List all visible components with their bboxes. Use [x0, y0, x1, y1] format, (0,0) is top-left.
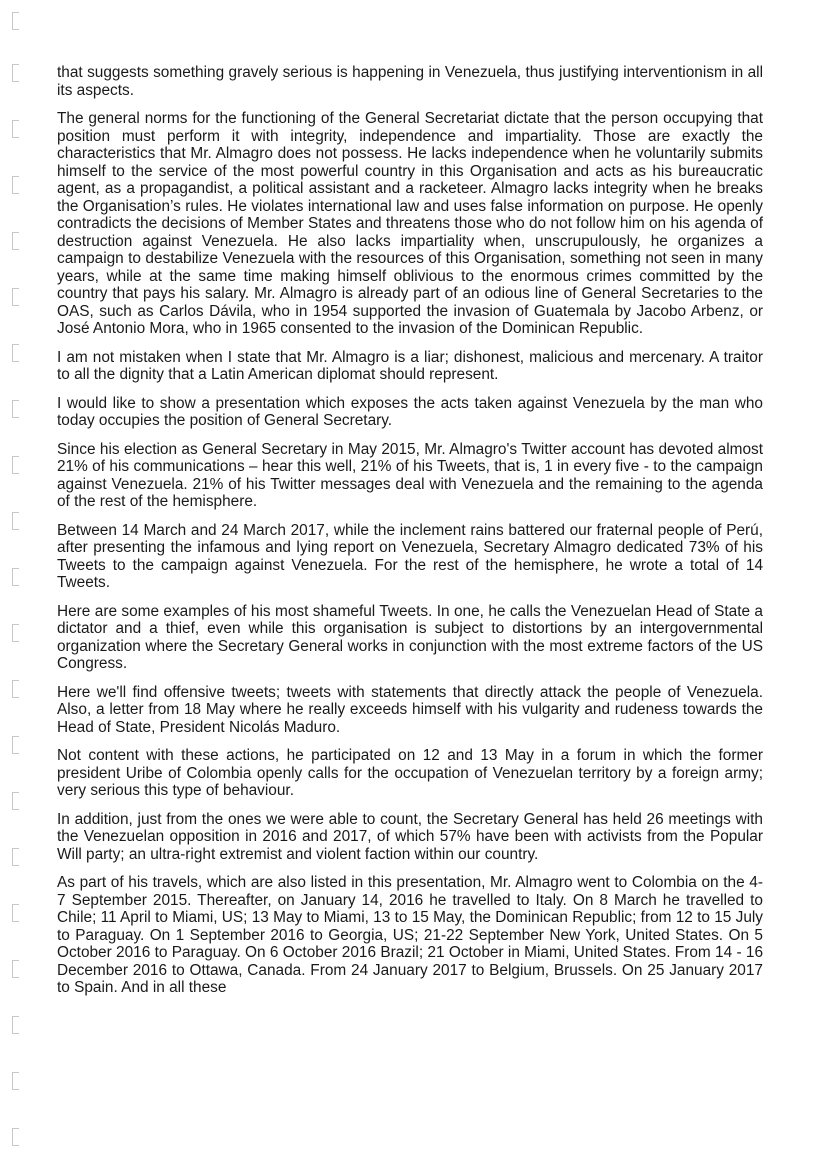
binder-mark — [12, 568, 19, 586]
paragraph: As part of his travels, which are also listed in this presentation, Mr. Almagro went to Colombia on the 4-7 September 2015. Thereafter, on January 14, 2016 he travelled to Italy. On 8 March he travelled to Chile; 11 April to Miami, US; 13 May to Miami, 13 to 15 May, the Dominican Republic; from 12 to 15 July to Paraguay. On 1 September 2016 to Georgia, US; 21-22 September New York, United States. On 5 October 2016 to Paraguay. On 6 October 2016 Brazil; 21 October in Miami, United States. From 14 - 16 December 2016 to Ottawa, Canada. From 24 January 2017 to Belgium, Brussels. On 25 January 2017 to Spain. And in all these — [57, 874, 763, 996]
document-body — [57, 64, 763, 1008]
binder-mark — [12, 176, 19, 194]
binder-mark — [12, 848, 19, 866]
binder-mark — [12, 736, 19, 754]
binder-mark — [12, 904, 19, 922]
binder-mark — [12, 120, 19, 138]
paragraph: Since his election as General Secretary in May 2015, Mr. Almagro's Twitter account has devoted almost 21% of his communications – hear this well, 21% of his Tweets, that is, 1 in every five - to the campaign against Venezuela. 21% of his Twitter messages deal with Venezuela and the remaining to the agenda of the rest of the hemisphere. — [57, 440, 763, 510]
paragraph: Here are some examples of his most shameful Tweets. In one, he calls the Venezuelan Head of State a dictator and a thief, even while this organisation is subject to distortions by an intergovernmental organization where the Secretary General works in conjunction with the most extreme factors of the US Congress. — [57, 602, 763, 672]
binder-mark — [12, 680, 19, 698]
binder-mark — [12, 400, 19, 418]
paragraph: I would like to show a presentation which exposes the acts taken against Venezuela by the man who today occupies the position of General Secretary. — [57, 394, 763, 429]
binder-mark — [12, 344, 19, 362]
binder-mark — [12, 1128, 19, 1146]
binder-mark — [12, 1016, 19, 1034]
paragraph: I am not mistaken when I state that Mr. Almagro is a liar; dishonest, malicious and mercenary. A traitor to all the dignity that a Latin American diplomat should represent. — [57, 348, 763, 383]
paragraph: The general norms for the functioning of the General Secretariat dictate that the person occupying that position must perform it with integrity, independence and impartiality. Those are exactly the characteristics that Mr. Almagro does not possess. He lacks independence when he voluntarily submits himself to the service of the most powerful country in this Organisation and acts as his bureaucratic agent, as a propagandist, a political assistant and a racketeer. Almagro lacks integrity when he breaks the Organisation’s rules. He violates international law and uses false information on purpose. He openly contradicts the decisions of Member States and threatens those who do not follow him on his agenda of destruction against Venezuela. He also lacks impartiality when, unscrupulously, he organizes a campaign to destabilize Venezuela with the resources of this Organisation, something not seen in many years, while at the same time making himself oblivious to the enormous crimes committed by the country that pays his salary. Mr. Almagro is already part of an odious line of General Secretaries to the OAS, such as Carlos Dávila, who in 1954 supported the invasion of Guatemala by Jacobo Arbenz, or José Antonio Mora, who in 1965 consented to the invasion of the Dominican Republic. — [57, 110, 763, 337]
paragraph: Not content with these actions, he participated on 12 and 13 May in a forum in which the former president Uribe of Colombia openly calls for the occupation of Venezuelan territory by a foreign army; very serious this type of behaviour. — [57, 747, 763, 799]
binder-mark — [12, 232, 19, 250]
binder-mark — [12, 64, 19, 82]
binder-mark — [12, 512, 19, 530]
paragraph: Between 14 March and 24 March 2017, while the inclement rains battered our fraternal people of Perú, after presenting the infamous and lying report on Venezuela, Secretary Almagro dedicated 73% of his Tweets to the campaign against Venezuela. For the rest of the hemisphere, he wrote a total of 14 Tweets. — [57, 521, 763, 591]
binder-mark — [12, 960, 19, 978]
binder-mark — [12, 456, 19, 474]
paragraph: In addition, just from the ones we were able to count, the Secretary General has held 26 meetings with the Venezuelan opposition in 2016 and 2017, of which 57% have been with activists from the Popular Will party; an ultra-right extremist and violent faction within our country. — [57, 810, 763, 863]
binder-mark — [12, 288, 19, 306]
binder-mark — [12, 1072, 19, 1090]
paragraph: Here we'll find offensive tweets; tweets with statements that directly attack the people of Venezuela. Also, a letter from 18 May where he really exceeds himself with his vulgarity and rudeness towards the Head of State, President Nicolás Maduro. — [57, 683, 763, 736]
binder-mark — [12, 624, 19, 642]
paragraph: that suggests something gravely serious is happening in Venezuela, thus justifying interventionism in all its aspects. — [57, 64, 763, 99]
binder-mark — [12, 792, 19, 810]
binder-mark — [12, 12, 19, 30]
